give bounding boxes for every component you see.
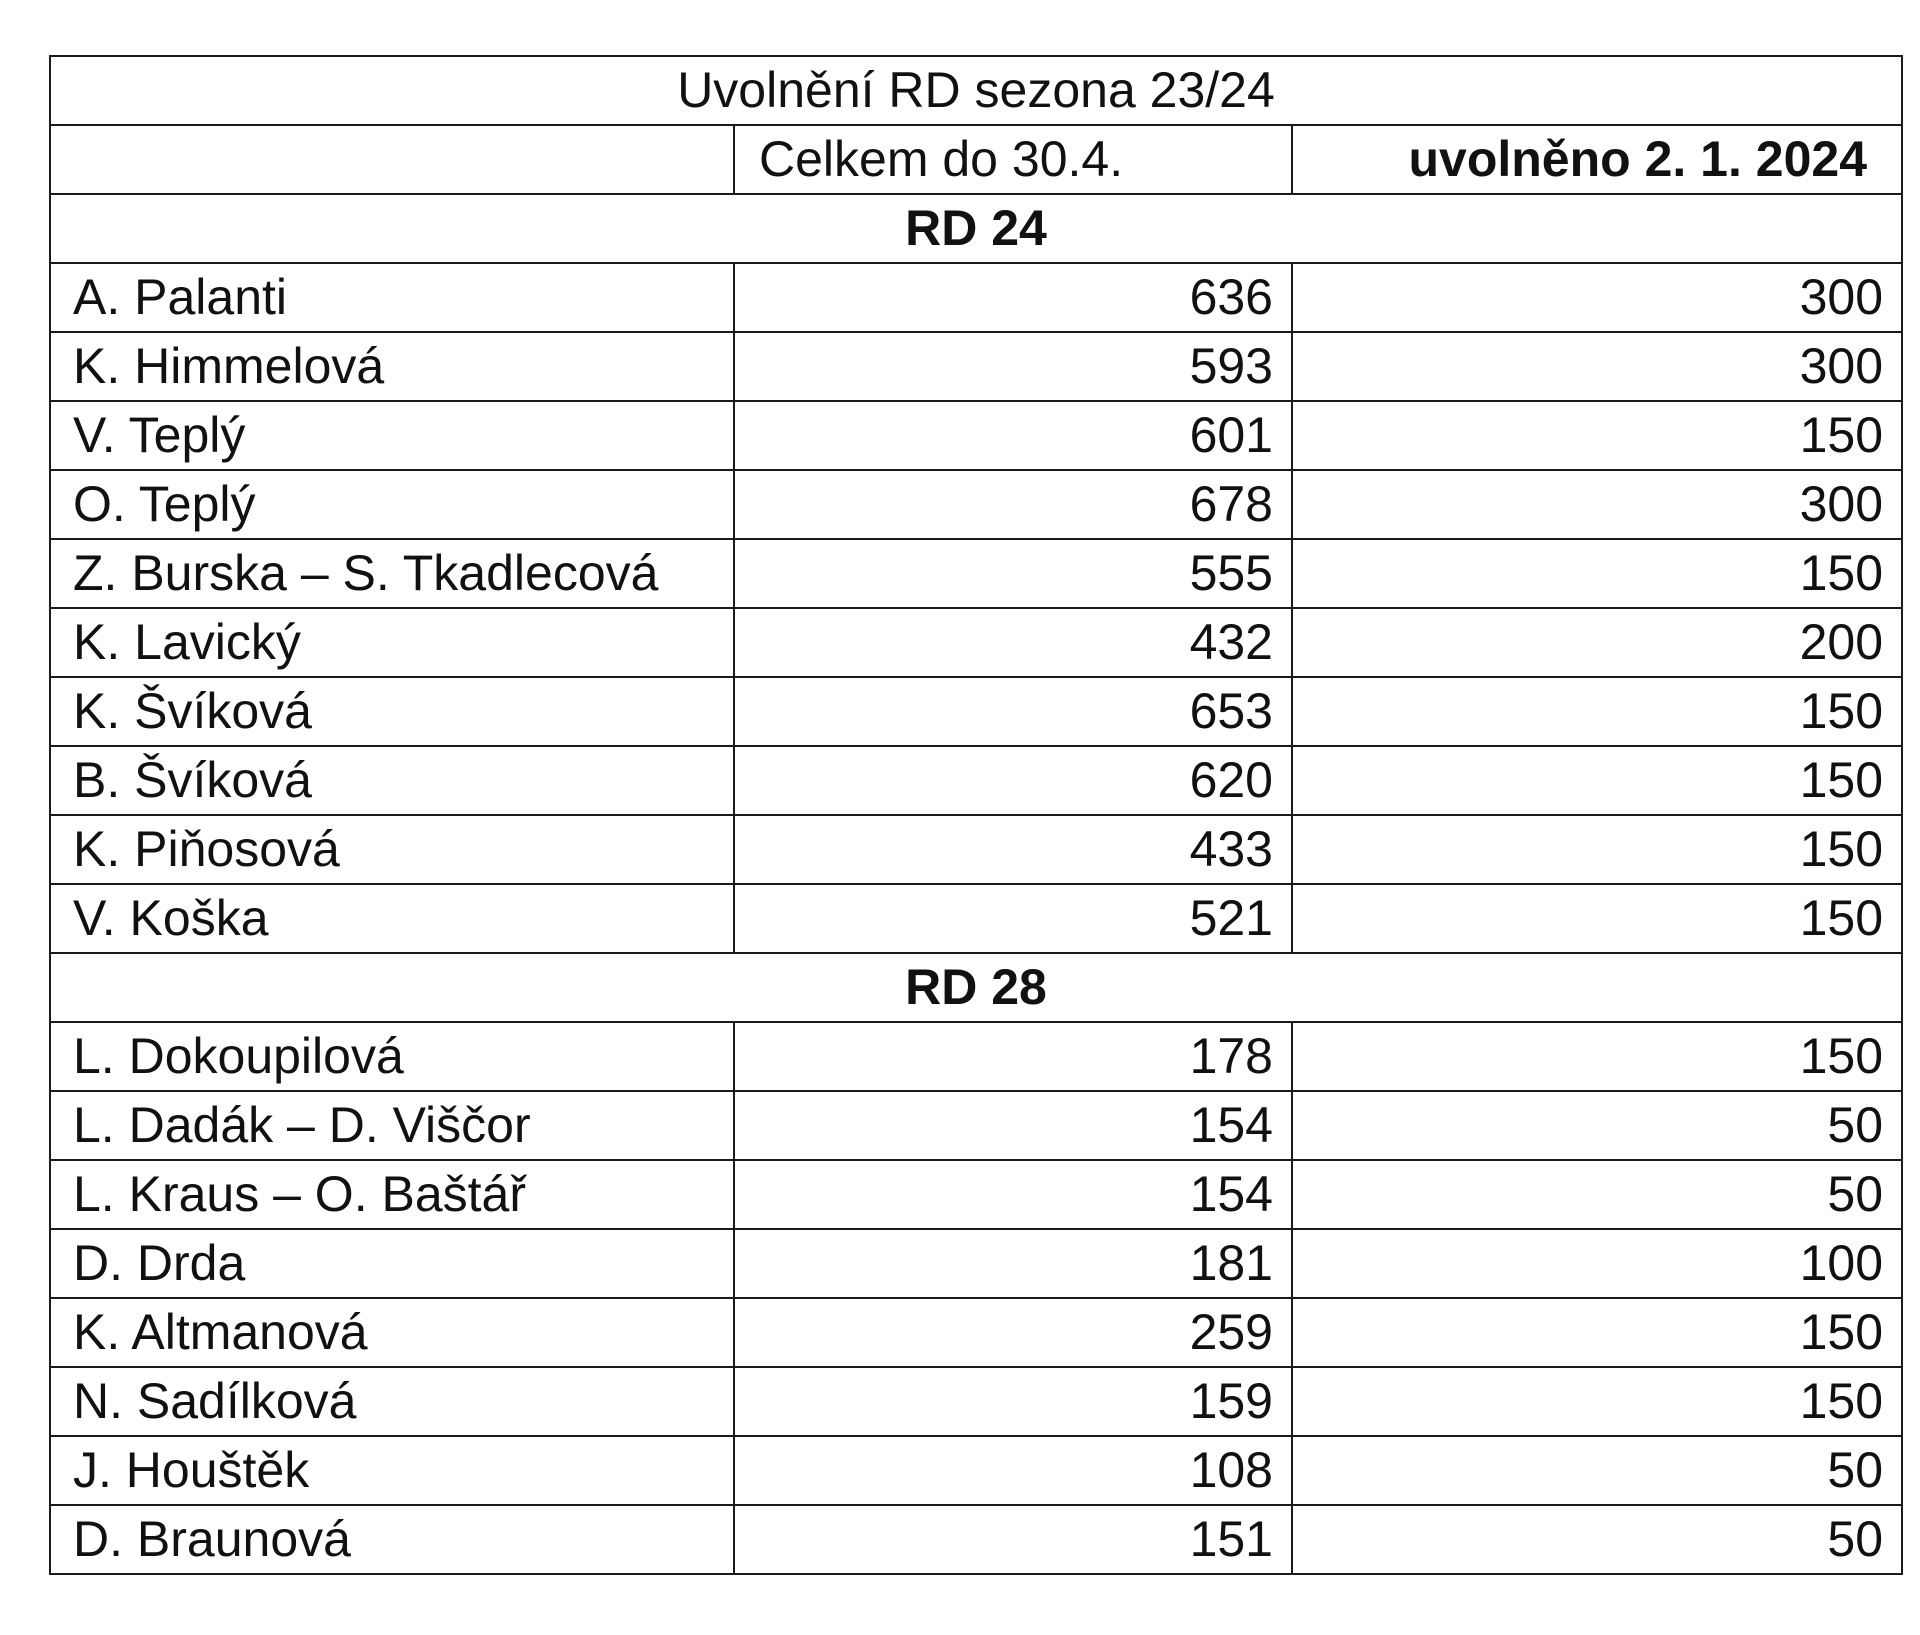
table-row: [50, 263, 1902, 332]
section-row: [50, 953, 1902, 1022]
table-header-row: [50, 125, 1902, 194]
total-cell: 108: [734, 1436, 1292, 1505]
player-name-cell: B. Švíková: [50, 746, 734, 815]
player-name-cell: J. Houštěk: [50, 1436, 734, 1505]
total-cell: 620: [734, 746, 1292, 815]
player-name-cell: L. Dokoupilová: [50, 1022, 734, 1091]
table-row: [50, 815, 1902, 884]
total-cell: 593: [734, 332, 1292, 401]
header-released: uvolněno 2. 1. 2024: [1292, 125, 1902, 194]
player-name-cell: N. Sadílková: [50, 1367, 734, 1436]
release-table-body: [50, 56, 1902, 1574]
table-row: [50, 1298, 1902, 1367]
total-cell: 678: [734, 470, 1292, 539]
released-cell: 50: [1292, 1160, 1902, 1229]
release-table: [49, 55, 1903, 1575]
player-name-cell: K. Altmanová: [50, 1298, 734, 1367]
player-name-cell: K. Lavický: [50, 608, 734, 677]
released-cell: 150: [1292, 539, 1902, 608]
player-name-cell: D. Drda: [50, 1229, 734, 1298]
table-row: [50, 470, 1902, 539]
player-name-cell: K. Piňosová: [50, 815, 734, 884]
released-cell: 150: [1292, 1298, 1902, 1367]
player-name-cell: V. Koška: [50, 884, 734, 953]
player-name-cell: O. Teplý: [50, 470, 734, 539]
table-row: [50, 1022, 1902, 1091]
table-row: [50, 401, 1902, 470]
section-label: RD 24: [50, 194, 1902, 263]
table-row: [50, 1160, 1902, 1229]
total-cell: 653: [734, 677, 1292, 746]
header-total: Celkem do 30.4.: [734, 125, 1292, 194]
table-row: [50, 1436, 1902, 1505]
table-row: [50, 746, 1902, 815]
table-row: [50, 1229, 1902, 1298]
player-name-cell: V. Teplý: [50, 401, 734, 470]
released-cell: 50: [1292, 1091, 1902, 1160]
table-row: [50, 1091, 1902, 1160]
player-name-cell: L. Kraus – O. Baštář: [50, 1160, 734, 1229]
released-cell: 300: [1292, 470, 1902, 539]
table-row: [50, 608, 1902, 677]
total-cell: 636: [734, 263, 1292, 332]
total-cell: 154: [734, 1091, 1292, 1160]
table-row: [50, 1367, 1902, 1436]
table-row: [50, 1505, 1902, 1574]
player-name-cell: Z. Burska – S. Tkadlecová: [50, 539, 734, 608]
player-name-cell: K. Himmelová: [50, 332, 734, 401]
released-cell: 150: [1292, 1367, 1902, 1436]
total-cell: 259: [734, 1298, 1292, 1367]
total-cell: 154: [734, 1160, 1292, 1229]
total-cell: 521: [734, 884, 1292, 953]
released-cell: 150: [1292, 815, 1902, 884]
released-cell: 300: [1292, 332, 1902, 401]
released-cell: 150: [1292, 746, 1902, 815]
total-cell: 432: [734, 608, 1292, 677]
section-label: RD 28: [50, 953, 1902, 1022]
player-name-cell: D. Braunová: [50, 1505, 734, 1574]
table-row: [50, 332, 1902, 401]
total-cell: 178: [734, 1022, 1292, 1091]
total-cell: 181: [734, 1229, 1292, 1298]
total-cell: 151: [734, 1505, 1292, 1574]
table-row: [50, 539, 1902, 608]
header-name-cell: [50, 125, 734, 194]
released-cell: 50: [1292, 1505, 1902, 1574]
table-title-row: [50, 56, 1902, 125]
table-title: Uvolnění RD sezona 23/24: [50, 56, 1902, 125]
table-row: [50, 677, 1902, 746]
released-cell: 150: [1292, 677, 1902, 746]
table-row: [50, 884, 1902, 953]
total-cell: 555: [734, 539, 1292, 608]
released-cell: 150: [1292, 1022, 1902, 1091]
player-name-cell: K. Švíková: [50, 677, 734, 746]
released-cell: 50: [1292, 1436, 1902, 1505]
released-cell: 150: [1292, 884, 1902, 953]
total-cell: 159: [734, 1367, 1292, 1436]
released-cell: 200: [1292, 608, 1902, 677]
section-row: [50, 194, 1902, 263]
player-name-cell: L. Dadák – D. Viščor: [50, 1091, 734, 1160]
player-name-cell: A. Palanti: [50, 263, 734, 332]
released-cell: 300: [1292, 263, 1902, 332]
released-cell: 100: [1292, 1229, 1902, 1298]
total-cell: 433: [734, 815, 1292, 884]
total-cell: 601: [734, 401, 1292, 470]
released-cell: 150: [1292, 401, 1902, 470]
